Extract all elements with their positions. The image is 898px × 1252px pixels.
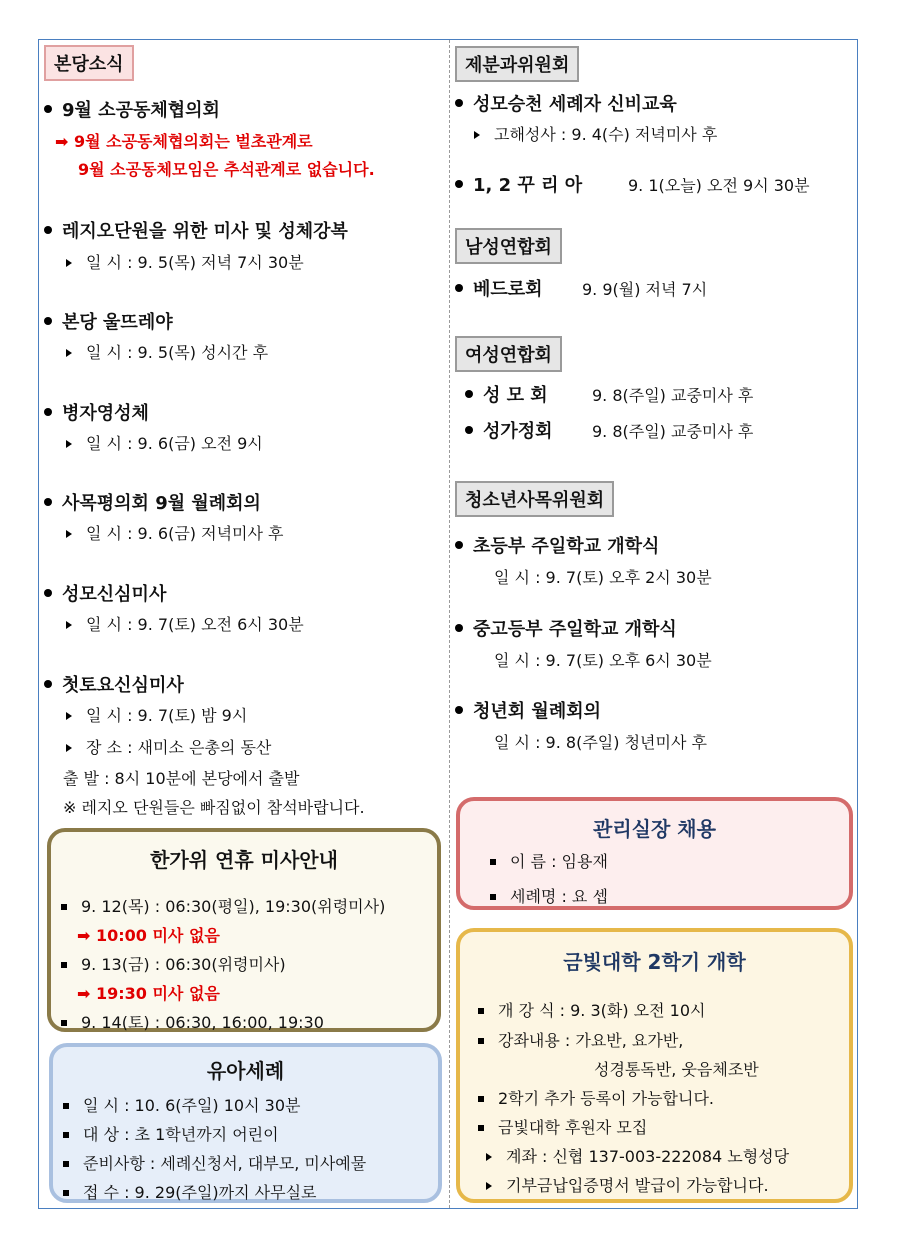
square-bullet-icon xyxy=(478,1038,484,1044)
square-bullet-icon xyxy=(63,1132,69,1138)
list-item: 2학기 추가 등록이 가능합니다. xyxy=(478,1086,714,1109)
bullet-icon xyxy=(44,498,52,506)
item-detail: 일 시 : 9. 5(목) 저녁 7시 30분 xyxy=(66,250,304,273)
square-bullet-icon xyxy=(61,1020,67,1026)
bullet-icon xyxy=(44,408,52,416)
triangle-bullet-icon xyxy=(66,744,72,752)
bullet-icon xyxy=(455,99,463,107)
notice-red: 9월 소공동체모임은 추석관계로 없습니다. xyxy=(78,160,375,179)
item-detail: 고해성사 : 9. 4(수) 저녁미사 후 xyxy=(474,122,717,145)
list-item: 병자영성체 xyxy=(44,399,149,425)
square-bullet-icon xyxy=(63,1103,69,1109)
list-item: 세례명 : 요 셉 xyxy=(490,884,608,907)
square-bullet-icon xyxy=(478,1125,484,1131)
list-item-continued: 성경통독반, 웃음체조반 xyxy=(594,1060,759,1079)
list-item: 성가정회 xyxy=(465,417,553,443)
bullet-icon xyxy=(44,680,52,688)
item-detail: 일 시 : 9. 7(토) 오후 2시 30분 xyxy=(494,568,712,587)
notice-red: ➡ 9월 소공동체협의회는 벌초관계로 xyxy=(55,132,313,151)
square-bullet-icon xyxy=(61,962,67,968)
manager-hiring-box xyxy=(456,797,853,910)
list-item: 강좌내용 : 가요반, 요가반, xyxy=(478,1028,683,1051)
youth-ministry-header: 청소년사목위원회 xyxy=(455,481,614,517)
item-detail: 일 시 : 9. 5(목) 성시간 후 xyxy=(66,340,268,363)
item-detail: 일 시 : 9. 6(금) 저녁미사 후 xyxy=(66,521,283,544)
list-item: 준비사항 : 세례신청서, 대부모, 미사예물 xyxy=(63,1151,366,1174)
list-item: 일 시 : 10. 6(주일) 10시 30분 xyxy=(63,1093,300,1116)
square-bullet-icon xyxy=(490,894,496,900)
mens-association-header: 남성연합회 xyxy=(455,228,562,264)
bullet-icon xyxy=(465,390,473,398)
list-item: 중고등부 주일학교 개학식 xyxy=(455,615,677,641)
item-detail: 일 시 : 9. 8(주일) 청년미사 후 xyxy=(494,733,707,752)
item-detail: 9. 8(주일) 교중미사 후 xyxy=(592,422,754,441)
bullet-icon xyxy=(455,284,463,292)
list-item: 본당 울뜨레야 xyxy=(44,308,173,334)
bullet-icon xyxy=(44,226,52,234)
triangle-bullet-icon xyxy=(66,440,72,448)
square-bullet-icon xyxy=(478,1096,484,1102)
triangle-bullet-icon xyxy=(486,1182,492,1190)
triangle-bullet-icon xyxy=(66,530,72,538)
bullet-icon xyxy=(455,180,463,188)
item-detail: 일 시 : 9. 7(토) 오후 6시 30분 xyxy=(494,651,712,670)
list-item: 성모신심미사 xyxy=(44,580,166,606)
holiday-mass-title: 한가위 연휴 미사안내 xyxy=(150,848,338,872)
liturgy-committee-header: 제분과위원회 xyxy=(455,46,579,82)
list-item: 청년회 월례회의 xyxy=(455,697,601,723)
list-item: 금빛대학 후원자 모집 xyxy=(478,1115,647,1138)
list-item: 접 수 : 9. 29(주일)까지 사무실로 xyxy=(63,1180,317,1203)
item-detail: 출 발 : 8시 10분에 본당에서 출발 xyxy=(63,769,300,788)
item-detail: 계좌 : 신협 137-003-222084 노형성당 xyxy=(486,1144,789,1167)
bullet-icon xyxy=(455,541,463,549)
list-item: 사목평의회 9월 월례회의 xyxy=(44,489,261,515)
list-item: 1, 2 꾸 리 아 xyxy=(455,171,582,197)
list-item: 베드로회 xyxy=(455,275,543,301)
item-detail: 기부금납입증명서 발급이 가능합니다. xyxy=(486,1173,769,1196)
infant-baptism-title: 유아세례 xyxy=(206,1059,285,1083)
list-item: 9. 13(금) : 06:30(위령미사) xyxy=(61,952,286,975)
womens-association-header: 여성연합회 xyxy=(455,336,562,372)
triangle-bullet-icon xyxy=(66,621,72,629)
triangle-bullet-icon xyxy=(66,349,72,357)
item-detail: 9. 1(오늘) 오전 9시 30분 xyxy=(628,176,810,195)
bullet-icon xyxy=(44,589,52,597)
golden-college-title: 금빛대학 2학기 개학 xyxy=(563,950,746,974)
bullet-icon xyxy=(455,624,463,632)
bullet-icon xyxy=(455,706,463,714)
list-item: 대 상 : 초 1학년까지 어린이 xyxy=(63,1122,279,1145)
triangle-bullet-icon xyxy=(66,259,72,267)
list-item: 9월 소공동체협의회 xyxy=(44,96,220,122)
list-item: 이 름 : 임용재 xyxy=(490,849,608,872)
manager-hiring-title: 관리실장 채용 xyxy=(593,817,716,841)
list-item: 개 강 식 : 9. 3(화) 오전 10시 xyxy=(478,998,705,1021)
square-bullet-icon xyxy=(61,904,67,910)
item-detail: 일 시 : 9. 7(토) 오전 6시 30분 xyxy=(66,612,304,635)
list-item: 첫토요신심미사 xyxy=(44,671,184,697)
triangle-bullet-icon xyxy=(486,1153,492,1161)
triangle-bullet-icon xyxy=(474,131,480,139)
square-bullet-icon xyxy=(63,1161,69,1167)
bullet-icon xyxy=(44,105,52,113)
item-detail: 일 시 : 9. 6(금) 오전 9시 xyxy=(66,431,263,454)
item-detail: 9. 8(주일) 교중미사 후 xyxy=(592,386,754,405)
list-item: 성모승천 세례자 신비교육 xyxy=(455,90,677,116)
notice-red: ➡ 10:00 미사 없음 xyxy=(77,926,220,945)
list-item: 9. 12(목) : 06:30(평일), 19:30(위령미사) xyxy=(61,894,385,917)
golden-college-box xyxy=(456,928,853,1203)
bullet-icon xyxy=(465,426,473,434)
list-item: 초등부 주일학교 개학식 xyxy=(455,532,659,558)
item-detail: 장 소 : 새미소 은총의 동산 xyxy=(66,735,271,758)
infant-baptism-box xyxy=(49,1043,442,1203)
item-detail: 일 시 : 9. 7(토) 밤 9시 xyxy=(66,703,247,726)
list-item: 9. 14(토) : 06:30, 16:00, 19:30 xyxy=(61,1010,324,1033)
square-bullet-icon xyxy=(490,859,496,865)
item-detail: ※ 레지오 단원들은 빠짐없이 참석바랍니다. xyxy=(63,798,365,817)
parish-news-header: 본당소식 xyxy=(44,45,134,81)
holiday-mass-box xyxy=(47,828,441,1032)
list-item: 레지오단원을 위한 미사 및 성체강복 xyxy=(44,217,348,243)
bullet-icon xyxy=(44,317,52,325)
item-detail: 9. 9(월) 저녁 7시 xyxy=(582,280,708,299)
column-divider xyxy=(449,40,450,1208)
notice-red: ➡ 19:30 미사 없음 xyxy=(77,984,220,1003)
list-item: 성 모 회 xyxy=(465,381,548,407)
triangle-bullet-icon xyxy=(66,712,72,720)
square-bullet-icon xyxy=(478,1008,484,1014)
square-bullet-icon xyxy=(63,1190,69,1196)
